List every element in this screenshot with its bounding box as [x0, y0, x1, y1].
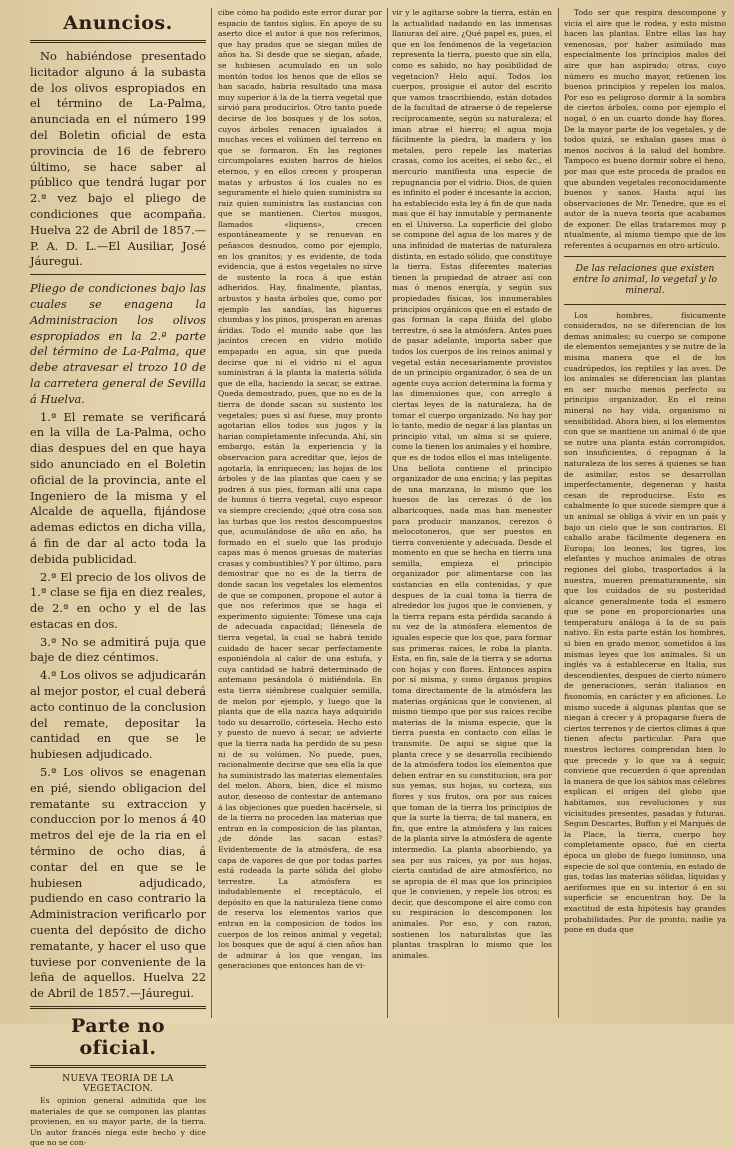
- divider: [564, 256, 726, 257]
- column-rule: [387, 8, 388, 1018]
- column-rule: [211, 8, 212, 1018]
- divider: [30, 1006, 206, 1009]
- clause: 5.ª Los olivos se enagenan en pié, siendo obligacion del rematante su extraccion y conduccion por lo menos á 40 metros del eje de la ria en el término de ocho dias, á contar del en que se le hubiesen adjudicado, pudiendo en caso contrario la Administracion verificarlo por cuenta del depósito de dicho rematante, y hacer el uso que tuviese por conveniente de la leña de aquellos. Huelva 22 de Abril de 1857.—Jáuregui.: [30, 765, 206, 1001]
- clause: 1.ª El remate se verificará en la villa de La-Palma, ocho dias despues del en que haya sido anunciado en el Boletin oficial de la provincia, ante el Ingeniero de la misma y el Alcalde de aquella, fijándose ademas edictos en dicha villa, á fin de dar al acto toda la debida publicidad.: [30, 409, 206, 566]
- article-paragraph: cibe cómo ha podido este error durar por espacio de tantos siglos. En apoyo de su aserto dice el autor á que nos referimos, que hay prados que se siegan miles de años ha. Si desde que se siegan, añade, se hubiesen acumulado en un solo montón todos los henos que de ellos se han sacado, habria resultado una masa muy superior á la de la tierra vegetal que sirvió para producirlos. Otro tanto puede decirse de los bosques y de los sotos, cuyos árboles renacen igualados á muchas veces el volúmen del terreno en que se formaron. En las regiones circumpolares existen barros de hielos eternos, y en ellos crecen y prosperan matas y arbustos á los cuales no es seguramente el hielo quien suministra su raiz quien suministra las sustancias con que se mantienen. Ciertos musgos, llamados «liquens», crecen espontáneamente y se renuevan en peñascos desnudos, como por ejemplo, en los granitos; y es evidente, de toda evidencia, que á estos vegetales no sirve de sustento la roca á que están adheridos. Hay, finalmente, plantas, arbustos y hasta árboles que, como por ejemplo las sandías, las higueras chumbas y los pinos, prosperan en arenas áridas. Todo el mundo sabe que las jacintos crecen en vidrio molido empapado en agua, sin que pueda decirse que ni el vidrio ni el agua suministran á la planta la materia sólida que de ella, haciendo la secar, se extrae. Queda demostrado, pues, que no es de la tierra de donde sacan su sustento los vegetales; pues si así fuese, muy pronto agotarian ellos todos sus jugos y la harian completamente infecunda. Ahí, sin embargo, están la experiencia y la observacion para acreditar que, lejos de agotarla, la enriquecen; las hojas de los árboles y de las plantas que caen y se pudren á sus pies, forman allí una capa de humus ó tierra vegetal, cuyo espesor va siempre creciendo; ¿qué otra cosa son las turbas que los restos descompuestos que, acumulándose de año en año, ha formado en el suelo que las produjo capas mas ó menos gruesas de materias crasas y combustibles? Y por último, para demostrar que no es de la tierra de donde sacan los vegetales los elementos de que se componen, propone el autor á que nos referimos que se haga el experimento siguiente: Tómese una caja de adecuada capacidad; llénesela de tierra vegetal, la cual se habrá tenido cuidado de hacer secar perfectamente esponiéndola al calor de una estufa, y cuya cantidad se habrá determinado de antemano pesándola ó midiéndola. En esta tierra siémbrese cualquier semilla, de melon por ejemplo, y luego que la planta que de ella nazca haya adquirido todo su desarrollo, córtesela. Hecho esto y puesto de nuevo á secar, se advierte que la tierra nada ha perdido de su peso ni de su volúmen. No puede, pues, racionalmente decirse que sea ella la que ha suministrado las materias elementales del melon. Ahora, bien, dice el mismo autor, deseoso de contestar de antemano á las objeciones que pueden hacérsele, si de la tierra no proceden las materias que entran en la composicion de las plantas, ¿de dónde las sacan estas? Evidentemente de la atmósfera, de esa capa de vapores de que por todas partes está rodeada la parte sólida del globo terrestre. La atmósfera es indudablemente el receptáculo, el depósito en que la naturaleza tiene como de reserva los elementos varios que entran en la composicion de todos los cuerpos de los reinos animal y vegetal; los bosques que de aquí á cien años han de admirar á los que vengan, las generaciones que entonces han de vi-: [218, 8, 382, 971]
- article-title: De las relaciones que existen entre lo animal, lo vegetal y lo mineral.: [572, 262, 718, 296]
- column-2: [218, 8, 382, 1018]
- section-heading-parte-no-oficial: Parte no oficial.: [70, 1015, 166, 1060]
- divider: [564, 304, 726, 305]
- divider: [30, 1065, 206, 1068]
- pliego-title: Pliego de condiciones bajo las cuales se enagena la Administracion los olivos espropiados en la 2.ª parte del término de La-Palma, que debe atravesar el trozo 10 de la carretera general de Sevilla á Huelva.: [30, 281, 206, 406]
- article-paragraph: Es opinion general admitida que los materiales de que se componen las plantas provienen, en su mayor parte, de la tierra. Un autor francés niega este hecho y dice que no se con-: [30, 1096, 206, 1148]
- section-heading-anuncios: Anuncios.: [63, 12, 173, 34]
- column-3: [392, 8, 552, 1018]
- column-rule: [558, 8, 559, 1018]
- column-4: [564, 8, 726, 1018]
- article-title: NUEVA TEORIA DE LA VEGETACION.: [62, 1074, 174, 1095]
- clause: 3.ª No se admitirá puja que baje de diez céntimos.: [30, 634, 206, 665]
- auction-notice: No habiéndose presentado licitador alguno á la subasta de los olivos espropiados en el término de La-Palma, anunciada en el número 199 del Boletin oficial de esta provincia de 16 de febrero último, se hace saber al público que tendrá lugar por 2.ª vez bajo el pliego de condiciones que acompaña. Huelva 22 de Abril de 1857.—P. A. D. L.—El Ausiliar, José Jáuregui.: [30, 49, 206, 269]
- divider: [30, 40, 206, 43]
- article-paragraph: Todo ser que respira descompone y vicia el aire que le rodea, y esto mismo hacen las plantas. Entre ellas las hay venenosas, por haber asimilado mas especialmente los principios malos del aire que han aspirado; otras, cuyo número es mucho mayor, retienen los buenos principios y repelen los malos. Por eso es peligroso dormir á la sombra de ciertos árboles, como por ejemplo el nogal, ó en un cuarto donde hay flores. De la mayor parte de los vegetales, y de todos quizá, se exhalan gases mas ó menos nocivos á la salud del hombre. Tampoco es bueno dormir sobre el heno, por mas que este proceda de prados en que abunden vegetales reconocidamente buenos y sanos. Hasta aquí las observaciones de Mr. Tenedre, que es el autor de la nueva teoría que acabamos de exponer. De ellas trataremos muy p ntualmente, al mismo tiempo que de los referentes á ocuparnos en otro artículo.: [564, 8, 726, 251]
- clause: 2.ª El precio de los olivos de 1.ª clase se fija en diez reales, de 2.ª en ocho y el de las estacas en dos.: [30, 569, 206, 631]
- article-paragraph: vir y le agitarse sobre la tierra, están en la actualidad nadando en las inmensas llanuras del aire. ¿Qué papel es, pues, el que en los fenómenos de la vegetacion representa la tierra, puesto que sin ella, como es sabido, no hay posibilidad de vegetacion? Helo aquí. Todos los cuerpos, prosigue el autor del escrito que vamos trascribiendo, están dotados de la facultad de atraerse ó de repelerse recíprocamente, según su naturaleza; el iman atrae el hierro; el agua moja fácilmente la piedra, la madera y los metales, pero repele las materias crasas, como los aceites, el sebo &c., el mercurio manifiesta una especie de repugnancia por el vidrio. Dios, de quien es infinito el poder é incesante la accion, ha establecido esta ley á fin de que nada mas que él hay inmutable y permanente en el Universo. La superficie del globo se compone del agua de los mares y de una infinidad de materias de naturaleza distinta, en estado sólido, que constituye la tierra. Estas diferentes materias tienen la propiedad de atraer así con mas ó menos energía, y según sus propiedades físicas, los innumerables principios orgánicos que en el estado de gas forman la capa flúida del globo terrestre, ó sea la atmósfera. Antes pues de pasar adelante, importa saber que todos los cuerpos de los reinos animal y vegetal están necesariamente provistos de un principio organizador, ó sea de un agente cuya accion determina la forma y las dimensiones que, con arreglo á ciertas leyes de la naturaleza, ha de tomar el cuerpo organizado. No hay por lo tanto, medio de negar á las plantas un principio vital, un alma si se quiere, como la tienen los animales y el hombre, que es de todos ellos el mas inteligente. Una bellota contiene el principio organizador de una encina; y las pepitas de una manzana, lo mismo que los huesos de las cerezas ó de los albaricoques, nada mas han menester para producir manzanos, cerezos ó melocotoneros, que ser puestos en tierra conveniente y adecuada. Desde el momento en que se hecha en tierra una semilla, empieza el principio organizador por alimentarse con las sustancias en ella contenidas, y que despues de la cual toma la tierra de alrededor los jugos que le convienen, y la tierra repara esta pérdida sacando á su vez de la atmósfera elementos de iguales especie que los que, para formar sus primeras raíces, le roba la planta. Esta, en fin, sale de la tierra y se adorna con hojas y con flores. Entonces aspira por sí misma, y como órganos propios toma directamente de la atmósfera las materias orgánicas que le convienen, al mismo tiempo que por sus raíces recibe materias de la misma especie, que la tierra puesta en contacto con ellas le transmite. De aquí se sigue que la planta crece y se desarrolla recibiendo de la atmósfera todos los elementos que deben entrar en su constitucion, ora por sus yemas, sus hojas, su corteza, sus flores y sus frutos, ora por sus raíces que toman de la tierra los principios de que la surte la tierra; de tal manera, en fin, que entre la atmósfera y las raíces de la planta sirve la atmósfera de agente intermedio. La planta absorbiendo, ya sea por sus raíces, ya por sus hojas, cierta cantidad de aire atmosférico, no se apropia de él mas que los principios que le convienen, y repele los otros; es decir, que descompone el aire como con su respiracion lo descomponen los animales. Por eso, y con razon, sostienen los naturalistas que las plantas trasplran lo mismo que los animales.: [392, 8, 552, 960]
- column-1: [30, 8, 206, 1148]
- divider: [30, 274, 206, 275]
- article-paragraph: Los hombres, físicamente considerados, no se diferencian de los demas animales; su cuerpo se compone de elementos semejantes y se nutre de la misma manera que el de los cuadrúpedos, los reptiles y las aves. De los animales se diferencian las plantas en ser mucho menos perfecto su principio organizador. En el reino mineral no hay vida, organismo ni sensibilidad. Ahora bien, si los elementos con que se mantiene un animal ó de que se nutre una planta están corrompidos, son insuficientes, ó repugnan á la naturaleza de los seres á quienes se han de asimilar, estos se desarrollan imperfectamente, degeneran y hasta cesan de reproducirse. Esto es cabalmente lo que sucede siempre que á un animal se obliga á vivir en un país y bajo un cielo que le son contrarios. El caballo arabe fácilmente degenera en Europa; los leones, los tigres, los elefantes y muchos animales de otras regiones del globo, trasportados á la nuestra, mueren prematuramente, sin que los cuidados de su posteridad alcance generalmente toda el esmero que se pone en proporcionarles una temperatura análoga á la de su país nativo. En esta parte están los hombres, si bien en grado menor, sometidos á las mismas leyes que los animales. Si un inglés va á establecerse en Italia, sus descendientes, despues de cierto número de generaciones, serán italianos en fisonomía, en carácter y en aficiones. Lo mismo sucede á algunas plantas que se niegan á crecer y á propagarse fuera de ciertos terrenos y de ciertos climas á que tienen afecto particular. Para que nuestros lectores comprendan bien lo que precede y lo que va á seguir, conviene que recuerden ó que aprendan la manera de que los sábios mas célebres explican el orígen del globo que habitamos, sus revoluciones y sus vicisitudes presentes, pasadas y futuras. Segun Descartes, Buffon y el Marqués de la Place, la tierra, cuerpo hoy completamente opaco, fué en cierta época un globo de fuego luminoso, una especie de sol que contenía, en estado de gas, todas las materias sólidas, líquidas y aeriformes que en su interior ó en su superficie se encuentran hoy. De la exactitud de esta hipótesis hay grandes probabilidades. Por de pronto, nadie ya pone en duda que: [564, 310, 726, 935]
- clause: 4.ª Los olivos se adjudicarán al mejor postor, el cual deberá acto continuo de la conclusion del remate, depositar la cantidad en que se le hubiesen adjudicado.: [30, 668, 206, 762]
